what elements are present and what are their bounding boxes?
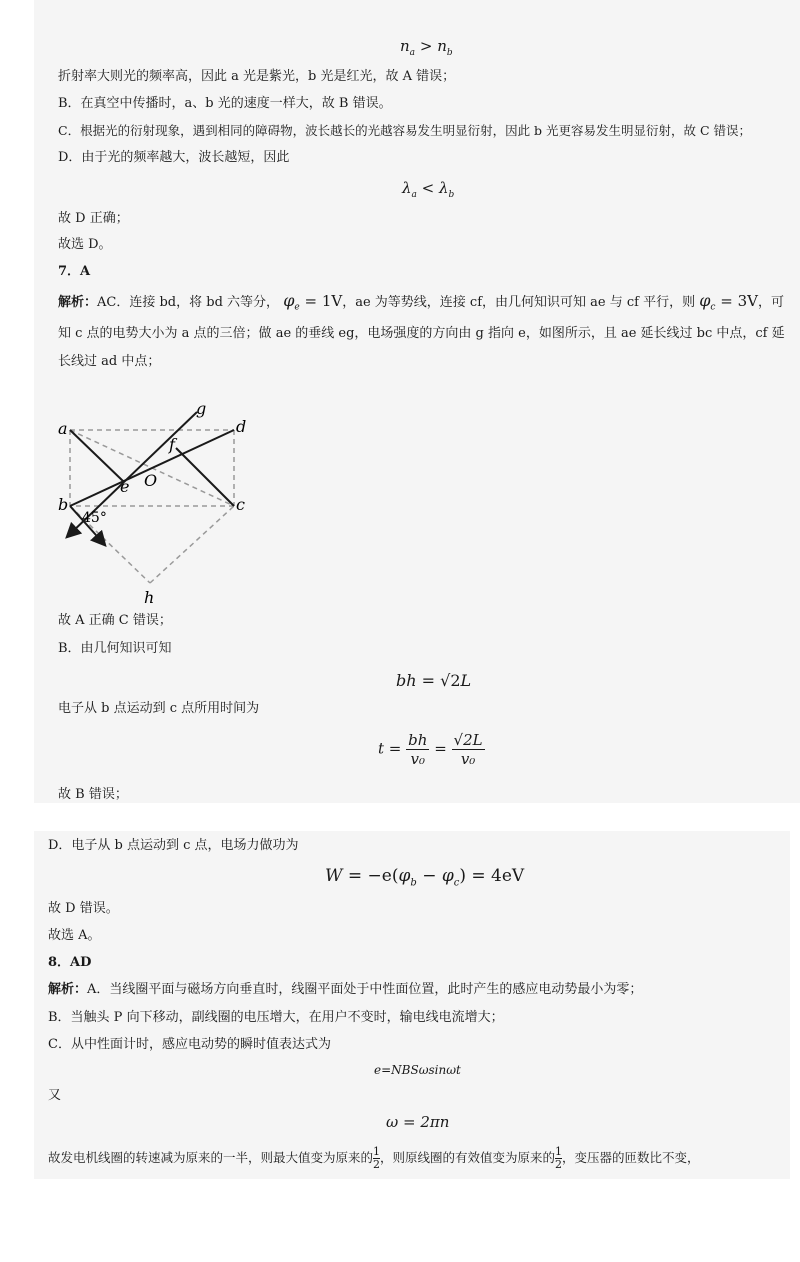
label-h: h (144, 588, 155, 607)
label-e: e (120, 477, 130, 496)
electric-field-diagram (52, 398, 262, 608)
question-7-heading: 7．A (58, 264, 91, 279)
equation-na-nb: $n_a > n_b$ (400, 37, 453, 58)
equation-emf: e=NBSωsinωt (374, 1063, 461, 1077)
q8-analysis-line2: B．当触头 P 向下移动，副线圈的电压增大，在用户不变时，输电线电流增大； (48, 1010, 504, 1025)
equation-bh: bh = √2L (396, 671, 472, 690)
q7-analysis-line2: 知 c 点的电势大小为 a 点的三倍；做 ae 的垂线 eg，电场强度的方向由 g 指向 e，如图所示，且 ae 延长线过 bc 中点，cf 延 (58, 326, 785, 341)
label-angle: 45° (82, 510, 107, 526)
text-option-d: D．由于光的频率越大，波长越短，因此 (58, 150, 290, 165)
q8-analysis-line1: 解析：A．当线圈平面与磁场方向垂直时，线圈平面处于中性面位置，此时产生的感应电动势最小为零； (48, 982, 643, 997)
text-d-correct: 故 D 正确； (58, 211, 129, 226)
equation-work: $W = -e(\varphi_b - \varphi_c) = 4eV$ (325, 866, 525, 889)
text-option-b: B．在真空中传播时，a、b 光的速度一样大，故 B 错误。 (58, 96, 392, 111)
label-b: b (58, 495, 69, 514)
text-b-wrong: 故 B 错误； (58, 787, 128, 802)
label-f: f (169, 435, 175, 454)
line-cf (176, 448, 234, 506)
text-b-geometry: B．由几何知识可知 (58, 641, 172, 656)
text-time: 电子从 b 点运动到 c 点所用时间为 (58, 701, 260, 716)
text-d-wrong: 故 D 错误。 (48, 901, 119, 916)
equation-t: t = $\frac{bh}{\text{v₀}}$ = $\frac{√2L}{\text{v₀}}$ (378, 731, 483, 768)
equation-omega: ω = 2πn (386, 1113, 450, 1131)
label-d: d (236, 417, 247, 436)
equation-lambda: $\lambda_a < \lambda_b$ (402, 179, 455, 200)
text-refraction: 折射率大则光的频率高，因此 a 光是紫光，b 光是红光，故 A 错误； (58, 69, 456, 84)
text-choose-d: 故选 D。 (58, 237, 112, 252)
q8-analysis-last: 故发电机线圈的转速减为原来的一半，则最大值变为原来的 $\frac{1}{2}$ ，则原线圈的有效值变为原来的 $\frac{1}{2}$ ，变压器的匝数比不变， (48, 1145, 700, 1171)
line-ae (70, 430, 124, 482)
label-g: g (196, 399, 207, 418)
text-you: 又 (48, 1088, 62, 1103)
label-c: c (236, 495, 245, 514)
q8-analysis-line3: C．从中性面计时，感应电动势的瞬时值表达式为 (48, 1037, 331, 1052)
label-O: O (144, 471, 158, 490)
question-8-heading: 8．AD (48, 955, 92, 970)
label-a: a (58, 419, 68, 438)
text-d-work: D．电子从 b 点运动到 c 点，电场力做功为 (48, 838, 299, 853)
q7-analysis-line3: 长线过 ad 中点； (58, 354, 161, 369)
text-a-correct: 故 A 正确 C 错误； (58, 613, 172, 628)
text-option-c: C．根据光的衍射现象，遇到相同的障碍物，波长越长的光越容易发生明显衍射，因此 b 光更容易发生明显衍射，故 C 错误； (58, 123, 752, 138)
text-choose-a: 故选 A。 (48, 928, 101, 943)
q7-analysis-line1: 解析：AC．连接 bd，将 bd 六等分， $\varphi_e = 1V$，ae 为等势线，连接 cf，由几何知识可知 ae 与 cf 平行，则 $\varphi_c = 3V$，可 (58, 291, 784, 313)
arrow-field (68, 482, 124, 536)
